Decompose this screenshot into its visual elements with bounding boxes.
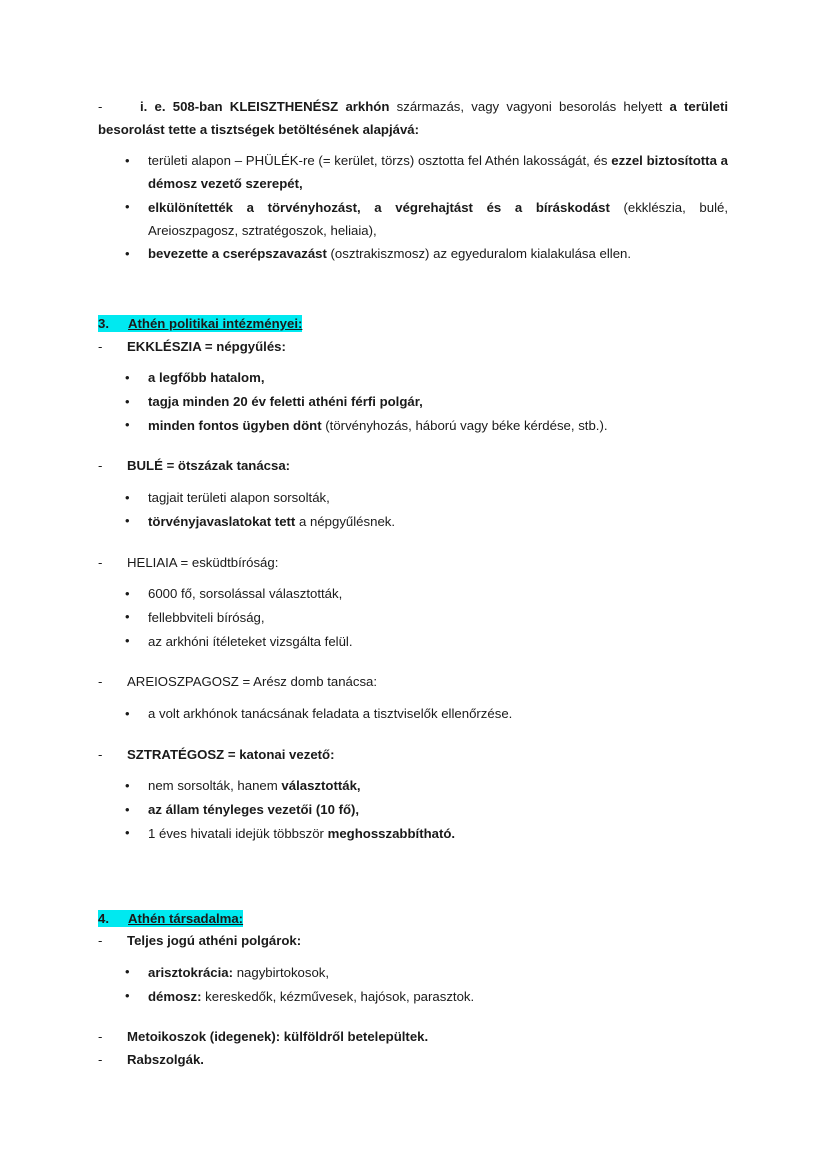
bullet-item (98, 823, 728, 846)
dash-item-heading (127, 339, 286, 354)
bullet-item (98, 986, 728, 1009)
dash-item-heading (127, 674, 377, 689)
bullet-item (98, 391, 728, 414)
text-run-0: AREIOSZPAGOSZ = Arész domb tanácsa: (127, 674, 378, 690)
dash-item-heading (127, 1052, 204, 1067)
text-run-1: nagybirtokosok, (233, 964, 330, 980)
bullet-item (98, 631, 728, 654)
bullet-item (98, 583, 728, 606)
text-run-0: fellebbviteli bíróság, (148, 609, 265, 625)
intro-bullet-list (98, 150, 728, 266)
text-run-0: törvényjavaslatokat tett (148, 513, 296, 529)
spacer-before-section-3 (98, 267, 728, 313)
spacer-after-bullets (98, 847, 728, 864)
dash-item (98, 671, 728, 694)
section-number: 4. (98, 910, 109, 926)
text-run-0: a legfőbb hatalom, (148, 370, 265, 386)
section-dash-list (98, 336, 728, 864)
section-3 (98, 313, 728, 864)
bullet-group (98, 703, 728, 744)
spacer-after-bullets (98, 535, 728, 552)
dash-item-heading (127, 933, 301, 948)
dash-item (98, 552, 728, 575)
bullet-item (98, 487, 728, 510)
text-run-1: (ekklészia, bulé, Areioszpagosz, sztratégoszok, heliaia), (148, 199, 729, 238)
text-run-0: Rabszolgák. (127, 1052, 204, 1068)
text-run-0: démosz: (148, 988, 202, 1004)
text-run-0: 1 éves hivatali idejük többször (148, 825, 328, 841)
section-title: Athén politikai intézményei: (128, 315, 303, 331)
text-run-0: minden fontos ügyben dönt (148, 417, 322, 433)
bullet-item (98, 607, 728, 630)
dash-item (98, 744, 728, 767)
dash-item-heading (127, 458, 290, 473)
bullet-list (98, 583, 728, 653)
text-run-0: elkülönítették a törvényhozást, a végrehajtást és a bíráskodást (148, 199, 610, 215)
text-run-0: a volt arkhónok tanácsának feladata a tisztviselők ellenőrzése. (148, 706, 513, 722)
bullet-item (98, 197, 728, 242)
document-body (98, 96, 728, 1072)
text-run-0: i. e. 508-ban KLEISZTHENÉSZ arkhón (140, 99, 390, 114)
bullet-group (98, 583, 728, 671)
bullet-item (98, 703, 728, 726)
text-run-1: meghosszabbítható. (327, 825, 456, 841)
text-run-1: választották, (281, 778, 361, 794)
section-heading-highlight (98, 315, 302, 332)
bullet-group (98, 367, 728, 455)
bullet-group (98, 487, 728, 551)
bullet-item (98, 511, 728, 534)
text-run-0: HELIAIA = esküdtbíróság: (127, 554, 279, 570)
bullet-item (98, 243, 728, 266)
text-run-0: tagjait területi alapon sorsolták, (148, 490, 330, 506)
dash-item (98, 1049, 728, 1072)
text-run-0: az állam tényleges vezetői (10 fő), (148, 802, 360, 818)
bullet-item (98, 415, 728, 438)
bullet-list (98, 962, 728, 1008)
bullet-list (98, 487, 728, 533)
text-run-0: Teljes jogú athéni polgárok: (127, 933, 302, 949)
text-run-2: a területi besorolást tette a tisztségek betöltésének alapjává: (98, 99, 728, 137)
intro-paragraph (98, 96, 728, 141)
text-run-1: a népgyűlésnek. (295, 513, 396, 529)
section-4 (98, 908, 728, 1072)
text-run-0: BULÉ = ötszázak tanácsa: (127, 458, 291, 474)
intro-block (98, 96, 728, 266)
dash-item-heading (127, 1029, 428, 1044)
text-run-0: bevezette a cserépszavazást (148, 246, 327, 262)
section-heading-highlight (98, 910, 243, 927)
section-heading (98, 313, 728, 336)
bullet-item (98, 367, 728, 390)
dash-item-heading (127, 555, 278, 570)
text-run-0: az arkhóni ítéleteket vizsgálta felül. (148, 633, 353, 649)
spacer-after-bullets (98, 654, 728, 671)
spacer-after-bullets (98, 438, 728, 455)
bullet-list (98, 775, 728, 845)
section-dash-list (98, 930, 728, 1072)
section-heading (98, 908, 728, 931)
bullet-group (98, 775, 728, 863)
spacer-between-sections (98, 864, 728, 908)
bullet-list (98, 367, 728, 437)
text-run-1: származás, vagy vagyoni besorolás helyett (389, 99, 670, 114)
bullet-list (98, 703, 728, 726)
text-run-0: területi alapon – PHÜLÉK-re (= kerület, törzs) osztotta fel Athén lakosságát, és (148, 153, 612, 169)
dash-item (98, 336, 728, 359)
intro-paragraph-runs (98, 99, 728, 137)
dash-item (98, 455, 728, 478)
text-run-1: (osztrakiszmosz) az egyeduralom kialakulása ellen. (326, 246, 632, 262)
text-run-1: kereskedők, kézművesek, hajósok, parasztok. (201, 988, 475, 1004)
text-run-0: tagja minden 20 év feletti athéni férfi polgár, (148, 394, 423, 410)
text-run-0: nem sorsolták, hanem (148, 778, 282, 794)
bullet-item (98, 775, 728, 798)
intro-dash-marker: - (98, 99, 103, 114)
bullet-group (98, 962, 728, 1026)
section-number: 3. (98, 315, 109, 331)
text-run-0: EKKLÉSZIA = népgyűlés: (127, 338, 286, 354)
bullet-item (98, 799, 728, 822)
dash-item (98, 930, 728, 953)
text-run-0: 6000 fő, sorsolással választották, (148, 586, 343, 602)
text-run-1: ezzel biztosította a démosz vezető szerepét, (148, 153, 728, 192)
bullet-item (98, 150, 728, 195)
spacer-after-bullets (98, 727, 728, 744)
text-run-0: arisztokrácia: (148, 964, 234, 980)
dash-item (98, 1026, 728, 1049)
dash-item-heading (127, 747, 335, 762)
sections-container (98, 313, 728, 1072)
text-run-0: Metoikoszok (idegenek): külföldről betelepültek. (127, 1029, 429, 1045)
section-title: Athén társadalma: (128, 910, 244, 926)
text-run-1: (törvényhozás, háború vagy béke kérdése, stb.). (321, 417, 608, 433)
bullet-item (98, 962, 728, 985)
text-run-0: SZTRATÉGOSZ = katonai vezető: (127, 746, 335, 762)
spacer-after-bullets (98, 1009, 728, 1026)
